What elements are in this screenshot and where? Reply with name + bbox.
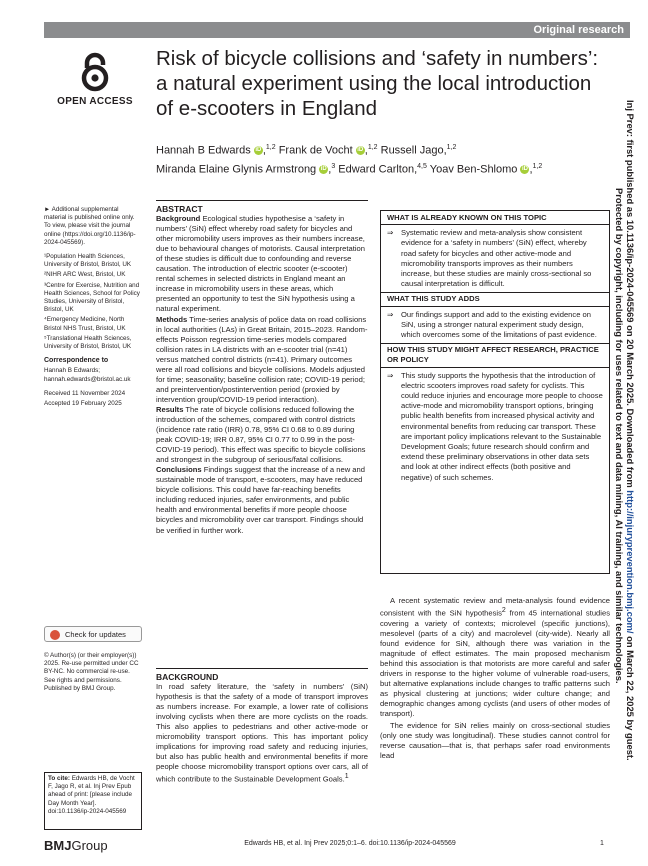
author-name: Miranda Elaine Glynis Armstrong (156, 163, 317, 176)
journal-link[interactable]: http://injuryprevention.bmj.com/ (625, 490, 636, 634)
vertical-copyright-notice (614, 100, 636, 820)
section-header-bar (44, 22, 630, 38)
check-updates-label: Check for updates (65, 630, 126, 639)
background-text: Ecological studies hypothesise a ‘safety in numbers’ (SiN) effect whereby road safety for bicycles and other micromobility users improves as their numbers increase, due to behavioural changes of motorists. Causal interpretation of these studies is difficult due to confounding and reverse causation. The introduction of electric scooter (e-scooter) rental schemes in selected districts in England meant an increase in micromobility users in these areas, which presented an opportunity to test the SiN hypothesis using a natural experiment. (156, 214, 365, 314)
orcid-icon[interactable]: iD (255, 147, 262, 154)
footer-citation: Edwards HB, et al. Inj Prev 2025;0:1–6. doi:10.1136/ip-2024-045569 (244, 840, 456, 847)
author-affiliation: 1,2 (367, 144, 378, 151)
author-affiliation: 1,2 (446, 144, 457, 151)
conclusions-text: Findings suggest that the increase of a new and sustainable mode of transport, e-scooters, may have reduced bicycle collisions. This could have far-reaching benefits including reduced injuries, safer environments, and public health and environmental benefits if more people choose bicycles and micromobility over car transport. Findings should be verified in further work. (156, 465, 365, 535)
box-heading-adds: WHAT THIS STUDY ADDS (381, 292, 609, 306)
methods-text: Time-series analysis of police data on road collisions in local authorities (LAs) in Great Britain, 2015–2023. Random-effects Poisson regression time-series models compared collision rates in LA districts with an e-scooter trial (n=41) versus matched control districts (n=41). Primary outcomes were all road collisions and bicycle collisions. Models adjusted for time; seasonality; baseline collision rate; COVID-19 period; and preintervention/postintervention period (proxied by intervention group/COVID-19 period interaction). (156, 314, 368, 404)
check-for-updates-button[interactable] (44, 626, 142, 642)
notice-line2: Protected by copyright, including for uses related to text and data mining, AI training, and similar technologies. (614, 188, 625, 684)
supplemental-note: ► Additional supplemental material is published online only. To view, please visit the journal online (https://doi.org/10.1136/ip-2024-045569). (44, 206, 136, 246)
box-bullet: ⇒ This study supports the hypothesis that the introduction of electric scooters improves road safety for cyclists. This could reduce injuries and encourage more people to choose active-mode and micromobility transport options, bringing public health benefits from increased physical activity and environmental benefits from reducing car transport. These are important policy implications relevant to the Sustainable Development Goals; future research should confirm and extend these preliminary observations in other data sets and look at other indirect effects (both positive and negative) of such schemes. (387, 371, 603, 483)
received-date: Received 11 November 2024 (44, 389, 126, 397)
affiliation: ³Centre for Exercise, Nutrition and Health Sciences, School for Policy Studies, University of Bristol, Bristol, UK (44, 281, 140, 314)
vertical-notice-text (614, 100, 636, 820)
paragraph-text: A recent systematic review and meta-analysis found evidence consistent with the SiN hypothesis (380, 596, 610, 618)
paragraph-text: from 45 international studies covering a variety of contexts; microlevel (specific junctions), mesolevel (parts of a city) and macrolevel (city-wide). Nearly all found evidence for SiN, although there was variation in the magnitude of effect estimates. The main proposed mechanism behind this association is that motorists are more careful and safer drivers in response to the higher volume of vulnerable road-users, but alternative explanations include changes to traffic patterns such as physical clustering at junctions; wider culture change; and demographic changes among cyclists (and users of other modes of transport). (380, 608, 610, 719)
reference-link[interactable]: 1 (344, 773, 349, 781)
cite-heading: To cite: (48, 775, 70, 782)
box-bullet: ⇒ Our findings support and add to the existing evidence on SiN, using a stronger natural experiment study design, which overcomes some of the limitations of past evidence. (387, 310, 603, 341)
methods-heading: Methods (156, 314, 188, 324)
author-affiliation: 1,2 (265, 144, 276, 151)
copyright-note (44, 652, 142, 695)
check-updates-icon (50, 630, 60, 640)
box-heading-known: WHAT IS ALREADY KNOWN ON THIS TOPIC (381, 213, 609, 225)
correspondence-heading: Correspondence to (44, 357, 109, 365)
section-label: Original research (533, 24, 624, 36)
background-paragraph: In road safety literature, the ‘safety in numbers’ (SiN) hypothesis is that the safety of a mode of transport improves as numbers increase. For example, a lower rate of collisions involving cyclists when there are more cyclists on the roads. This also applies to pedestrians and other active-mode or micromobility transport options. This has important policy implications for improving road safety and reducing injuries, but also has public health and environmental benefits if more people choose micromobility transport options over cars, all of which contribute to the Sustainable Development Goals. (156, 682, 368, 784)
open-access-icon (78, 52, 112, 97)
results-heading: Results (156, 404, 184, 414)
author-name: Russell Jago, (380, 144, 447, 157)
sidebar-notes (44, 206, 142, 410)
body-right-column (380, 596, 610, 761)
paragraph-text: The evidence for SiN relies mainly on cross-sectional studies (only one study was longitudinal). These studies cannot control for reverse causation—that is, that perhaps safer road environments lead (380, 721, 610, 761)
abstract-rule (156, 200, 368, 201)
body-background (156, 672, 368, 785)
background-heading: Background (156, 214, 201, 224)
logo-light: Group (71, 838, 108, 853)
author-name: Hannah B Edwards (156, 144, 251, 157)
open-access-label: OPEN ACCESS (57, 96, 133, 107)
author-affiliation: 4,5 (417, 162, 427, 170)
orcid-icon[interactable]: iD (320, 165, 327, 172)
orcid-icon[interactable]: iD (357, 147, 364, 154)
copyright-text: © Author(s) (or their employer(s)) 2025. Re-use permitted under CC BY-NC. No commercial re-use. See rights and permissions. Published by BMJ Group. (44, 652, 139, 692)
accepted-date: Accepted 19 February 2025 (44, 400, 122, 408)
author-name: Edward Carlton, (338, 163, 418, 176)
background-section-heading: BACKGROUND (156, 672, 219, 682)
article-title: Risk of bicycle collisions and ‘safety in numbers’: a natural experiment using the local introduction of e-scooters in England (156, 47, 599, 120)
correspondence-text: Hannah B Edwards; hannah.edwards@bristol.ac.uk (44, 367, 131, 383)
author-name: Frank de Vocht (278, 144, 353, 157)
page-number: 1 (600, 840, 604, 847)
logo-bold: BMJ (44, 838, 72, 853)
affiliation: ⁴Emergency Medicine, North Bristol NHS Trust, Bristol, UK (44, 316, 126, 332)
abstract-heading: ABSTRACT (156, 204, 203, 214)
notice-text: Inj Prev: first published as 10.1136/ip-2024-045569 on 20 March 2025. Downloaded from (625, 100, 636, 491)
affiliation: ²NIHR ARC West, Bristol, UK (44, 271, 126, 279)
bmj-group-logo (44, 838, 108, 853)
background-rule (156, 668, 368, 669)
author-affiliation: 1,2 (532, 162, 543, 170)
conclusions-heading: Conclusions (156, 465, 202, 475)
author-affiliation: 3 (331, 162, 336, 170)
box-bullet: ⇒ Systematic review and meta-analysis show consistent evidence for a ‘safety in numbers’ (SiN) effect, whereby road safety for bicycles and other active-mode and micromobility transports improves as their numbers increase, but these studies are mainly cross-sectional so causal interpretation is difficult. (387, 228, 603, 289)
reference-link[interactable]: 2 (501, 607, 506, 615)
affiliation: ¹Population Health Sciences, University of Bristol, Bristol, UK (44, 253, 132, 269)
author-name: Yoav Ben-Shlomo (429, 163, 518, 176)
orcid-icon[interactable]: iD (521, 165, 528, 172)
notice-text: on March 22, 2025 by guest. (625, 633, 636, 761)
key-messages-box (380, 210, 610, 574)
cite-box (44, 772, 142, 830)
results-text: The rate of bicycle collisions reduced following the introduction of the schemes, compared with control districts (incidence rate ratio (IRR) 0.78, 95% CI 0.68 to 0.89 during peak COVID-19; IRR 0.87, 95% CI 0.77 to 0.99 in the post-COVID-19 period). This effect was specific to bicycle collisions and strongest in the subgroup of serious/fatal collisions. (156, 404, 366, 465)
author-list: Hannah B Edwards iD ,$^{1,2}$ Frank de Vocht iD ,$^{1,2}$ Russell Jago,$^{1,2}$ Miranda Elaine Glynis Armstrong iD ,$^3$ Edward Carlton,$^{4,5}$ Yoav Ben-Shlomo iD ,$^{1,2}$ (156, 144, 543, 176)
cite-text: Edwards HB, de Vocht F, Jago R, et al. Inj Prev Epub ahead of print: [please include Day Month Year]. doi:10.1136/ip-2024-045569 (48, 775, 135, 815)
abstract (156, 204, 368, 536)
box-heading-affect: HOW THIS STUDY MIGHT AFFECT RESEARCH, PRACTICE OR POLICY (381, 343, 609, 367)
affiliation: ⁵Translational Health Sciences, University of Bristol, Bristol, UK (44, 334, 132, 351)
